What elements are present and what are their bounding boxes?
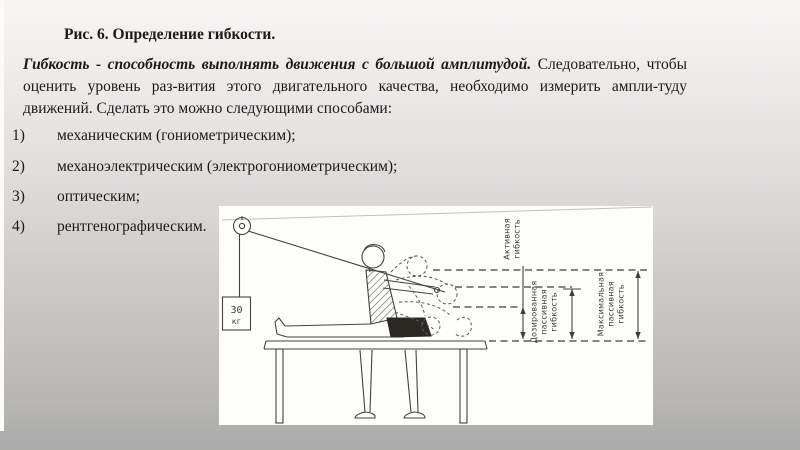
label-max-3: гибкость	[616, 284, 626, 324]
list-item-number: 4)	[12, 218, 25, 236]
athlete-leg-top	[285, 324, 371, 326]
list-item	[12, 151, 572, 181]
list-item-text: оптическим;	[57, 187, 140, 205]
definition-lead: Гибкость - способность выполнять движения с большой амплитудой.	[23, 56, 532, 73]
intro-paragraph	[23, 54, 687, 120]
weight-unit: кг	[231, 317, 242, 326]
list-item	[12, 121, 572, 151]
weight-value: 30	[230, 305, 243, 316]
table-leg-left	[276, 349, 283, 423]
label-max-2: пассивная	[606, 281, 616, 327]
label-active-2: гибкость	[512, 219, 522, 259]
list-item-text: рентгенографическим.	[57, 218, 207, 236]
list-item-text: механоэлектрическим (электрогониометрическим);	[57, 157, 398, 175]
list-item-number: 3)	[12, 187, 25, 205]
label-dosed-1: Дозированная	[529, 280, 539, 344]
list-item-text: механическим (гониометрическим);	[57, 127, 296, 145]
label-dosed-2: пассивная	[539, 289, 549, 335]
table-leg-right	[460, 349, 467, 423]
list-item-number: 2)	[12, 157, 25, 175]
athlete-figure	[275, 245, 440, 337]
assistant-figure	[355, 350, 425, 418]
athlete-torso	[366, 270, 397, 324]
label-max-1: Максимальная	[596, 271, 606, 337]
definition-rest: Следовательно, чтобы оценить уровень раз-вития этого двигательного качества, необходимо измерить ампли-туду движений. Сделать это можно следующими способами:	[23, 56, 687, 117]
list-item	[12, 212, 572, 242]
label-dosed-3: гибкость	[549, 292, 559, 332]
athlete-shorts	[387, 318, 431, 337]
list-item	[12, 182, 572, 212]
athlete-head	[362, 246, 384, 268]
figure-title: Рис. 6. Определение гибкости.	[64, 26, 276, 43]
assistant-foot-right	[404, 412, 425, 418]
left-edge-sliver	[0, 0, 4, 431]
methods-list	[12, 121, 572, 243]
assistant-foot-left	[355, 412, 375, 418]
athlete-foot	[275, 318, 287, 337]
list-item-number: 1)	[12, 127, 25, 145]
table	[264, 341, 487, 423]
label-active-1: Активная	[502, 218, 512, 260]
